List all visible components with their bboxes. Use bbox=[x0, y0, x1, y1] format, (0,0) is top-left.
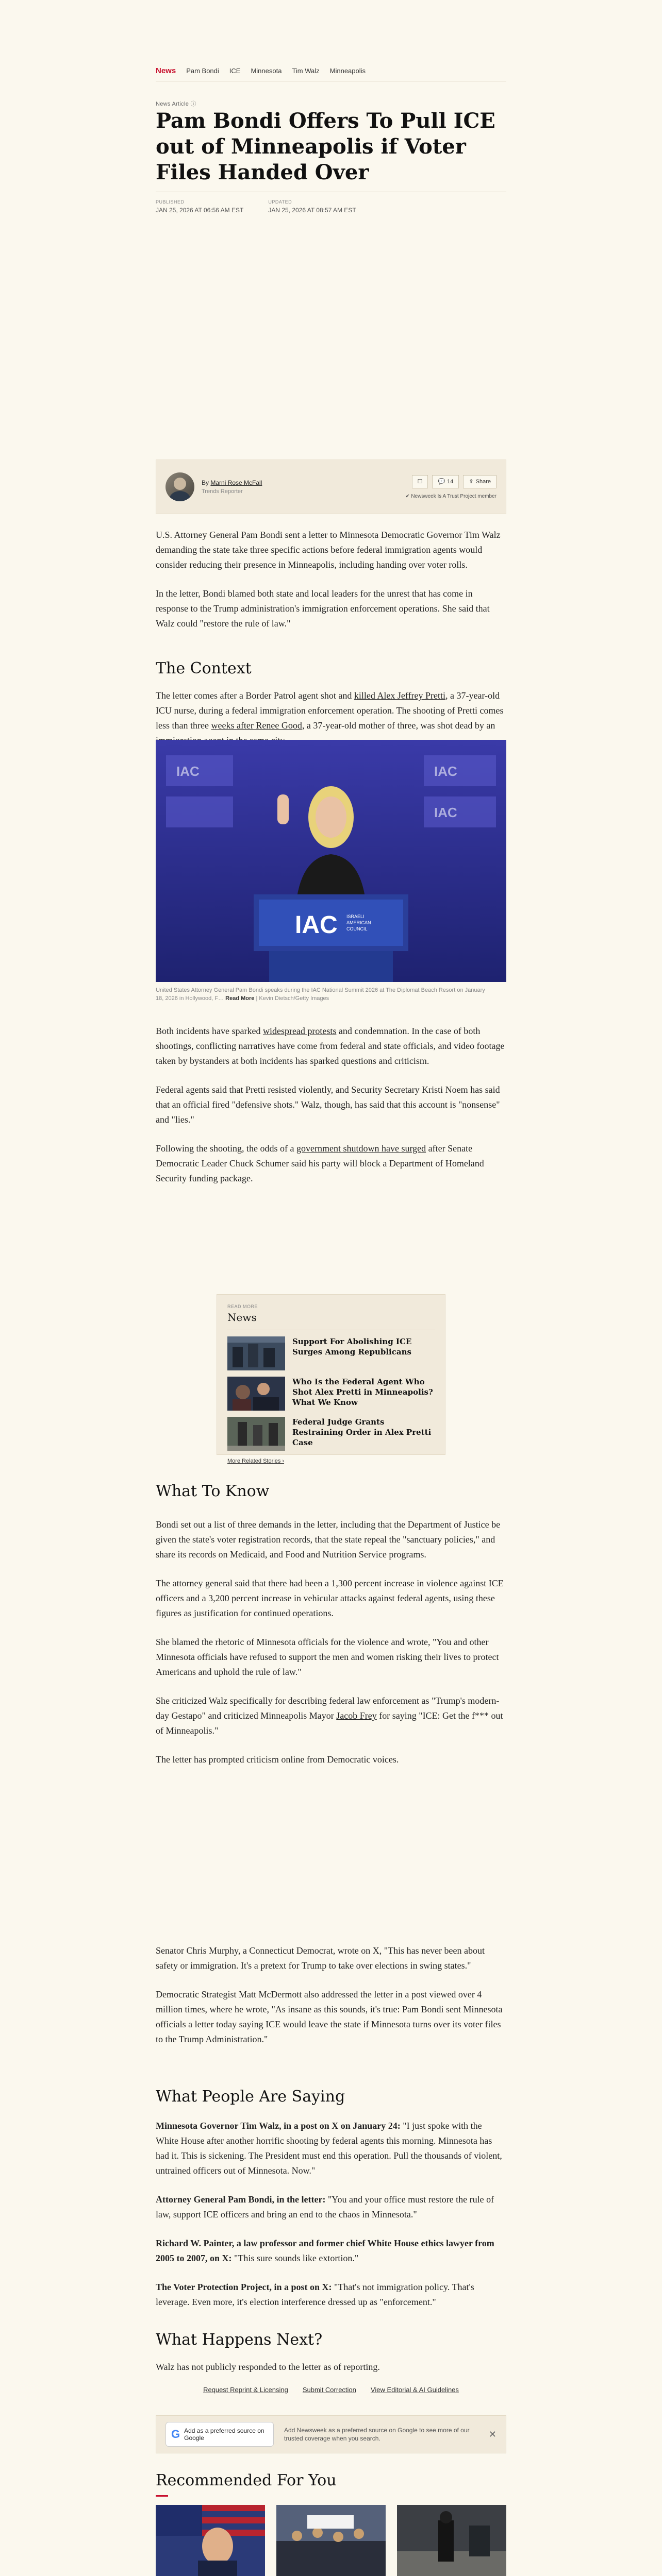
read-more-title: News bbox=[227, 1311, 435, 1330]
link-alex-pretti[interactable]: killed Alex Jeffrey Pretti bbox=[354, 690, 445, 701]
card-image bbox=[276, 2505, 386, 2576]
read-more-headline: Who Is the Federal Agent Who Shot Alex Pretti in Minneapolis? What We Know bbox=[292, 1377, 433, 1407]
read-more-headline: Federal Judge Grants Restraining Order in Alex Pretti Case bbox=[292, 1417, 432, 1447]
read-more-box bbox=[217, 1294, 445, 1464]
podium-sign-line1: ISRAELI bbox=[346, 914, 365, 919]
section-title-people: What People Are Saying bbox=[156, 2088, 345, 2106]
google-source-box bbox=[156, 2415, 506, 2453]
podium-sign-line3: COUNCIL bbox=[346, 926, 368, 931]
topic-nav bbox=[156, 61, 506, 81]
paragraph: In the letter, Bondi blamed both state and local leaders for the unrest that has come in response to the Trump administration's immigration enforcement operations. She said that Walz could "restore the rule of law." bbox=[156, 588, 490, 629]
read-more-item[interactable] bbox=[227, 1417, 435, 1451]
quote-paragraph: The Voter Protection Project, in a post on X: "That's not immigration policy. That's leverage. Even more, it's election interference dressed up as "enforcement." bbox=[156, 2282, 474, 2307]
topic-tim-walz[interactable]: Tim Walz bbox=[292, 67, 320, 75]
paragraph: She criticized Walz specifically for describing federal law enforcement as "Trump's modern-day Gestapo" and criticized Minneapolis Mayor Jacob Frey for saying "ICE: Get the f*** out of Minneapolis." bbox=[156, 1696, 503, 1736]
paragraph: The attorney general said that there had been a 1,300 percent increase in violence against ICE officers and a 3,200 percent increase in vehicular attacks against federal agents, using these figures as justification for continued operations. bbox=[156, 1578, 504, 1618]
caption-read-more[interactable]: Read More bbox=[225, 995, 255, 1002]
paragraph: She blamed the rhetoric of Minnesota officials for the violence and wrote, "You and other Minnesota officials have refused to support the men and women risking their lives to protect Americans and uphold the rule of law." bbox=[156, 1637, 499, 1677]
reaction-section bbox=[156, 1943, 506, 2061]
topic-news[interactable]: News bbox=[156, 66, 176, 75]
share-label: Share bbox=[475, 478, 491, 485]
quote-paragraph: Richard W. Painter, a law professor and former chief White House ethics lawyer from 2005 to 2007, on X: "This sure sounds like extortion." bbox=[156, 2238, 494, 2263]
read-more-thumb bbox=[227, 1377, 285, 1411]
updated-date: JAN 25, 2026 AT 08:57 AM EST bbox=[268, 207, 356, 214]
comment-count: 14 bbox=[447, 478, 454, 485]
recommended-underline bbox=[156, 2495, 168, 2497]
byline-prefix: By bbox=[202, 479, 209, 486]
section-title-know: What To Know bbox=[156, 1482, 270, 1500]
podium-sign-line2: AMERICAN bbox=[346, 920, 371, 925]
updated-label: UPDATED bbox=[268, 199, 292, 205]
quote-source: The Voter Protection Project, in a post on X: bbox=[156, 2282, 332, 2292]
bg-sign: IAC bbox=[176, 764, 200, 779]
paragraph: Democratic Strategist Matt McDermott also addressed the letter in a post viewed over 4 million times, where he wrote, "As insane as this sounds, it's true: Pam Bondi sent Minnesota officials a letter today saying ICE would leave the state if Minnesota turns over its voter files to the Trump Administration." bbox=[156, 1989, 503, 2044]
share-button[interactable] bbox=[463, 475, 496, 488]
read-more-item[interactable] bbox=[227, 1377, 435, 1411]
paragraph: Bondi set out a list of three demands in the letter, including that the Department of Justice be given the state's voter registration records, that the state repeal the "sanctuary policies," and share its records on Medicaid, and Food and Nutrition Service programs. bbox=[156, 1519, 501, 1560]
next-section bbox=[156, 2360, 506, 2388]
headline: Pam Bondi Offers To Pull ICE out of Minneapolis if Voter Files Handed Over bbox=[156, 109, 495, 184]
hero-image bbox=[156, 740, 506, 982]
author-name[interactable]: Marni Rose McFall bbox=[210, 479, 262, 486]
paragraph: U.S. Attorney General Pam Bondi sent a letter to Minnesota Democratic Governor Tim Walz demanding the state take three specific actions before federal immigration agents would consider reducing their presence in Minneapolis, including handing over voter rolls. bbox=[156, 530, 501, 570]
paragraph: Walz has not publicly responded to the letter as of reporting. bbox=[156, 2362, 380, 2372]
submit-correction-link[interactable]: Submit Correction bbox=[302, 2386, 356, 2394]
section-title-context: The Context bbox=[156, 659, 252, 677]
google-button-label: Add as a preferred source on Google bbox=[184, 2427, 264, 2442]
google-icon: G bbox=[171, 2428, 180, 2441]
paragraph: Federal agents said that Pretti resisted violently, and Security Secretary Kristi Noem has said that an official fired "defensive shots." Walz, though, has said that this account is "nonsense" and "lies." bbox=[156, 1084, 500, 1125]
link-renee-good[interactable]: weeks after Renee Good bbox=[211, 720, 302, 731]
recommended-title: Recommended For You bbox=[156, 2471, 337, 2489]
read-more-item[interactable] bbox=[227, 1336, 435, 1370]
link-protests[interactable]: widespread protests bbox=[262, 1026, 337, 1036]
article-type: News Article ⓘ bbox=[156, 101, 196, 107]
quote-source: Minnesota Governor Tim Walz, in a post on X on January 24: bbox=[156, 2121, 401, 2131]
read-more-headline: Support For Abolishing ICE Surges Among Republicans bbox=[292, 1337, 412, 1357]
article-dates bbox=[156, 192, 506, 223]
podium-sign: IAC bbox=[295, 911, 338, 939]
recommended-card[interactable] bbox=[397, 2505, 506, 2576]
recommended-card[interactable] bbox=[156, 2505, 265, 2576]
quote-source: Richard W. Painter, a law professor and former chief White House ethics lawyer from 2005 to 2007, on X: bbox=[156, 2238, 494, 2263]
read-more-thumb bbox=[227, 1336, 285, 1370]
paragraph: Senator Chris Murphy, a Connecticut Democrat, wrote on X, "This has never been about safety or immigration. It's a pretext for Trump to take over elections in swing states." bbox=[156, 1945, 485, 1971]
card-image bbox=[156, 2505, 265, 2576]
quote-paragraph: Minnesota Governor Tim Walz, in a post on X on January 24: "I just spoke with the White House after another horrific shooting by federal agents this morning. Minnesota has had it. This is sickening. The President must end this operation. Pull the thousands of violent, untrained officers out of Minnesota. Now." bbox=[156, 2121, 502, 2176]
add-google-source-button[interactable] bbox=[166, 2422, 274, 2447]
paragraph: The letter has prompted criticism online from Democratic voices. bbox=[156, 1754, 399, 1765]
read-more-thumb bbox=[227, 1417, 285, 1451]
recommended-card[interactable] bbox=[276, 2505, 386, 2576]
quote-source: Attorney General Pam Bondi, in the letter: bbox=[156, 2194, 326, 2205]
read-more-kicker: READ MORE bbox=[227, 1304, 258, 1309]
reprint-link[interactable]: Request Reprint & Licensing bbox=[203, 2386, 288, 2394]
close-icon[interactable]: ✕ bbox=[488, 2429, 496, 2439]
section-title-next: What Happens Next? bbox=[156, 2331, 323, 2349]
trust-text: Newsweek Is A Trust Project member bbox=[411, 493, 496, 499]
trust-project-link[interactable] bbox=[405, 494, 496, 499]
bg-sign: IAC bbox=[434, 805, 457, 820]
comment-icon: 💬 bbox=[438, 479, 445, 485]
more-related-stories-link[interactable]: More Related Stories › bbox=[227, 1458, 285, 1464]
paragraph: Following the shooting, the odds of a government shutdown have surged after Senate Democratic Leader Chuck Schumer said his party will block a Department of Homeland Security funding package. bbox=[156, 1143, 484, 1183]
topic-minnesota[interactable]: Minnesota bbox=[251, 67, 282, 75]
author-box bbox=[156, 460, 506, 514]
published-date: JAN 25, 2026 AT 06:56 AM EST bbox=[156, 207, 244, 214]
people-section bbox=[156, 2119, 506, 2324]
published-label: PUBLISHED bbox=[156, 199, 185, 205]
bg-sign: IAC bbox=[434, 764, 457, 779]
topic-minneapolis[interactable]: Minneapolis bbox=[329, 67, 366, 75]
after-image-section bbox=[156, 1024, 506, 1200]
paragraph: Both incidents have sparked widespread protests and condemnation. In the case of both shootings, conflicting narratives have come from federal and state officials, and video footage taken by bystanders at both incidents has sparked questions and criticism. bbox=[156, 1026, 505, 1066]
card-image bbox=[397, 2505, 506, 2576]
article-actions bbox=[156, 2386, 506, 2394]
share-icon: ⇪ bbox=[469, 479, 474, 485]
quote-paragraph: Attorney General Pam Bondi, in the letter: "You and your office must restore the rule of law, support ICE officers and bring an end to the chaos in Minnesota." bbox=[156, 2194, 494, 2219]
editorial-guidelines-link[interactable]: View Editorial & AI Guidelines bbox=[370, 2386, 459, 2394]
author-role: Trends Reporter bbox=[202, 488, 243, 495]
topic-pam-bondi[interactable]: Pam Bondi bbox=[186, 67, 219, 75]
link-jacob-frey[interactable]: Jacob Frey bbox=[336, 1710, 377, 1721]
intro-section bbox=[156, 528, 506, 645]
check-icon: ✔ bbox=[405, 493, 411, 499]
google-source-text: Add Newsweek as a preferred source on Google to see more of our trusted coverage when you search. bbox=[284, 2427, 470, 2442]
topic-ice[interactable]: ICE bbox=[229, 67, 241, 75]
comments-button[interactable] bbox=[432, 475, 459, 488]
image-caption: United States Attorney General Pam Bondi speaks during the IAC National Summit 2026 at The Diplomat Beach Resort on January 18, 2026 in Hollywood, F… Read More | Kevin Dietsch/Getty Images bbox=[156, 987, 485, 1002]
bookmark-button[interactable] bbox=[412, 475, 428, 488]
know-section bbox=[156, 1517, 506, 1781]
bookmark-icon: ☐ bbox=[417, 479, 423, 485]
paragraph: The letter comes after a Border Patrol agent shot and killed Alex Jeffrey Pretti, a 37-year-old ICU nurse, during a federal immigration enforcement operation. The shooting of Pretti comes less than three weeks after Renee Good, a 37-year-old mother of three, was shot dead by an bbox=[156, 690, 504, 731]
author-avatar bbox=[166, 472, 194, 501]
link-shutdown[interactable]: government shutdown have surged bbox=[296, 1143, 426, 1154]
